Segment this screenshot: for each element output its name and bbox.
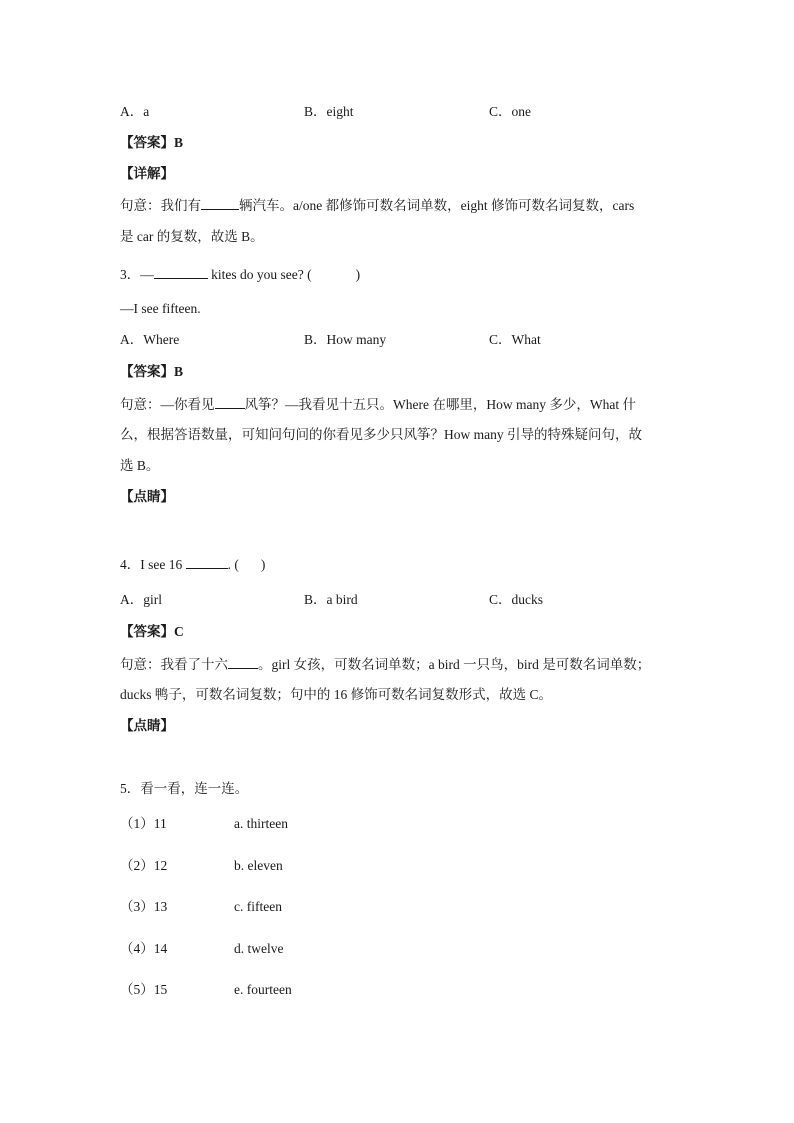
blank-line xyxy=(201,195,239,210)
q3-answer: 【答案】B xyxy=(120,364,184,379)
blank-line xyxy=(186,554,228,569)
q3-reply: —I see fifteen. xyxy=(120,301,201,316)
q2-option-c: C．one xyxy=(489,104,531,119)
q3-expl-text: 风筝？—我看见十五只。Where 在哪里，How many 多少，What 什 xyxy=(244,397,636,412)
match-left-item: （5）15 xyxy=(120,982,168,997)
q2-expl-text: 辆汽车。a/one 都修饰可数名词单数，eight 修饰可数名词复数，cars xyxy=(239,198,635,213)
q3-explanation-line1 xyxy=(120,394,636,415)
q4-stem-text: ) xyxy=(260,557,266,572)
match-left-item: （1）11 xyxy=(120,816,167,831)
blank-line xyxy=(154,264,208,279)
q3-explanation-line2: 么，根据答语数量，可知问句问的你看见多少只风筝？How many 引导的特殊疑问句，故 xyxy=(120,427,642,442)
q4-option-a: A．girl xyxy=(120,592,162,607)
q4-explanation-line1 xyxy=(120,654,650,675)
match-left-item: （3）13 xyxy=(120,899,168,914)
match-right-item: e. fourteen xyxy=(234,982,292,997)
q4-option-b: B．a bird xyxy=(304,592,358,607)
q2-option-b: B．eight xyxy=(304,104,354,119)
q3-option-b: B．How many xyxy=(304,332,387,347)
q2-explanation-line1 xyxy=(120,195,634,216)
q3-option-c: C．What xyxy=(489,332,541,347)
q2-explanation-line2: 是 car 的复数，故选 B。 xyxy=(120,229,264,244)
q2-answer: 【答案】B xyxy=(120,135,184,150)
q2-option-a: A．a xyxy=(120,104,150,119)
q3-stem xyxy=(120,264,360,285)
q4-expl-text: 句意：我看了十六 xyxy=(120,657,228,672)
q4-stem-text: 4．I see 16 xyxy=(120,557,186,572)
q3-stem-text: 3．— xyxy=(120,267,154,282)
blank-line xyxy=(228,654,258,669)
q4-option-c: C．ducks xyxy=(489,592,543,607)
q3-option-a: A．Where xyxy=(120,332,180,347)
q3-explanation-line3: 选 B。 xyxy=(120,458,160,473)
q4-expl-text: 。girl 女孩，可数名词单数；a bird 一只鸟，bird 是可数名词单数； xyxy=(258,657,651,672)
q3-tip-heading: 【点睛】 xyxy=(120,489,174,504)
q4-answer: 【答案】C xyxy=(120,624,184,639)
q4-tip-heading: 【点睛】 xyxy=(120,718,174,733)
q4-stem xyxy=(120,554,265,575)
q3-stem-text: ) xyxy=(355,267,361,282)
q3-stem-text: kites do you see? ( xyxy=(207,267,312,282)
blank-line xyxy=(215,394,245,409)
match-right-item: b. eleven xyxy=(234,858,283,873)
q3-expl-text: 句意：—你看见 xyxy=(120,397,215,412)
q2-expl-text: 句意：我们有 xyxy=(120,198,201,213)
match-right-item: c. fifteen xyxy=(234,899,282,914)
match-left-item: （2）12 xyxy=(120,858,168,873)
match-right-item: a. thirteen xyxy=(234,816,288,831)
q5-stem: 5．看一看，连一连。 xyxy=(120,781,249,796)
q4-stem-text: . ( xyxy=(227,557,239,572)
match-right-item: d. twelve xyxy=(234,941,284,956)
q2-detail-heading: 【详解】 xyxy=(120,166,174,181)
match-left-item: （4）14 xyxy=(120,941,168,956)
q4-explanation-line2: ducks 鸭子，可数名词复数；句中的 16 修饰可数名词复数形式，故选 C。 xyxy=(120,687,552,702)
